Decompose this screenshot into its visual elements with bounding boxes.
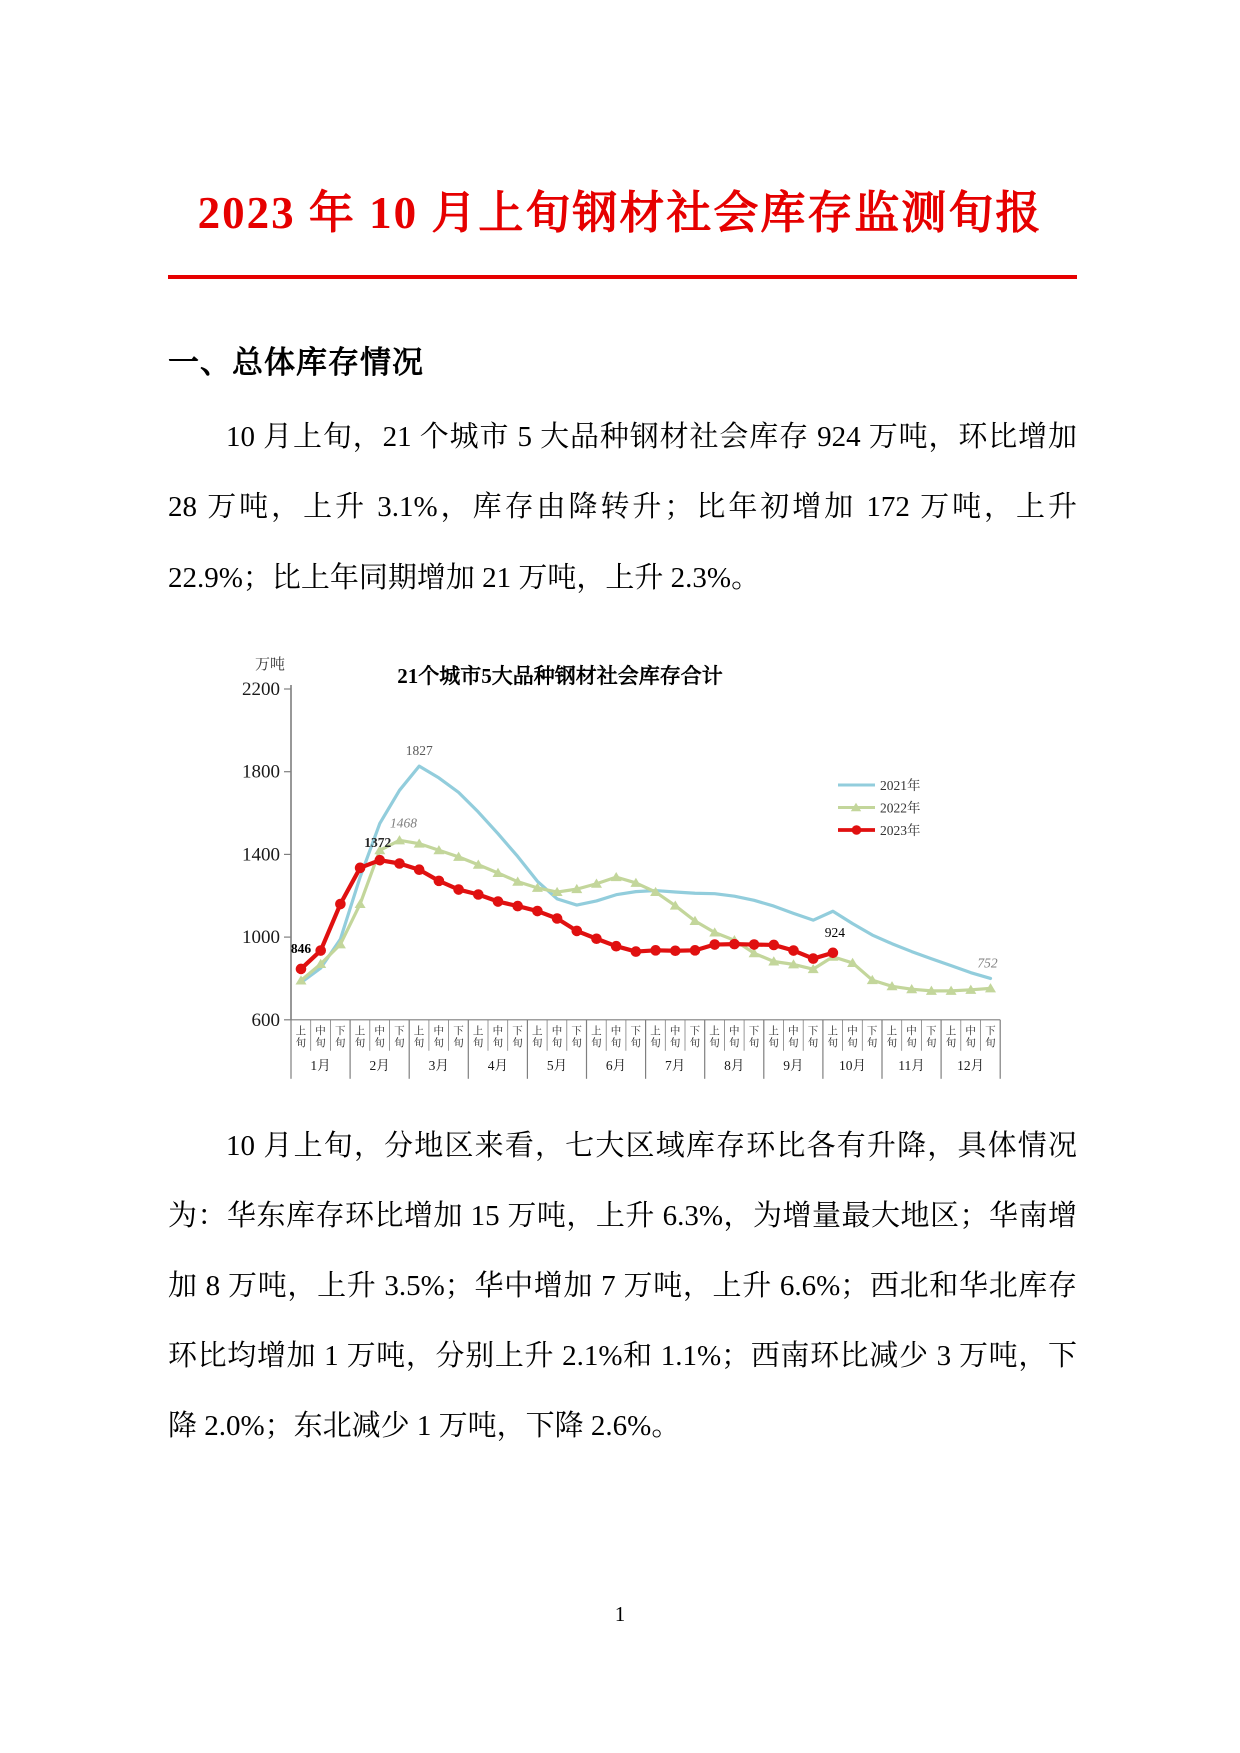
- period-label: 旬: [472, 1037, 484, 1049]
- inventory-chart-figure: [225, 639, 1037, 1091]
- period-label: 旬: [886, 1037, 898, 1049]
- legend-label: 2022年: [880, 800, 921, 816]
- period-label: 旬: [630, 1037, 641, 1049]
- circle-marker: [296, 963, 307, 974]
- period-label: 中: [551, 1025, 563, 1037]
- period-label: 下: [394, 1025, 405, 1037]
- period-label: 旬: [945, 1037, 957, 1049]
- circle-marker: [414, 864, 425, 875]
- period-label: 旬: [729, 1037, 740, 1049]
- circle-marker: [315, 945, 326, 956]
- paragraph-regional-inventory: 10 月上旬，分地区来看，七大区域库存环比各有升降，具体情况为：华东库存环比增加 15 万吨，上升 6.3%，为增量最大地区；华南增加 8 万吨，上升 3.5%；华中增加 7 万吨，上升 6.6%；西北和华北库存环比均增加 1 万吨，分别上升 2.1%和 1.1%；西南环比减少 3 万吨，下降 2.0%；东北减少 1 万吨，下降 2.6%。: [168, 1129, 1077, 1443]
- period-label: 中: [847, 1025, 858, 1037]
- period-label: 旬: [512, 1037, 523, 1049]
- period-label: 旬: [551, 1037, 563, 1049]
- period-label: 旬: [985, 1037, 996, 1049]
- period-label: 上: [709, 1025, 720, 1037]
- point-label: 1827: [405, 742, 433, 758]
- period-label: 下: [866, 1025, 878, 1037]
- period-label: 旬: [315, 1037, 326, 1049]
- period-label: 旬: [788, 1037, 799, 1049]
- period-label: 旬: [748, 1037, 760, 1049]
- month-label: 6月: [605, 1057, 627, 1073]
- period-label: 旬: [571, 1037, 582, 1049]
- period-label: 上: [472, 1025, 484, 1037]
- period-label: 旬: [374, 1037, 385, 1049]
- period-label: 中: [906, 1025, 917, 1037]
- period-label: 下: [571, 1025, 582, 1037]
- y-tick-label: 2200: [242, 678, 280, 700]
- period-label: 旬: [650, 1037, 661, 1049]
- document-title: 2023 年 10 月上旬钢材社会库存监测旬报: [197, 188, 1043, 238]
- legend-circle-marker: [852, 825, 862, 835]
- period-label: 旬: [669, 1037, 681, 1049]
- circle-marker: [552, 913, 563, 924]
- legend-label: 2023年: [880, 822, 921, 838]
- triangle-marker: [355, 899, 366, 908]
- period-label: 下: [512, 1025, 523, 1037]
- circle-marker: [493, 896, 504, 907]
- y-tick-label: 600: [251, 1009, 280, 1031]
- period-label: 旬: [827, 1037, 838, 1049]
- period-label: 旬: [768, 1037, 779, 1049]
- period-label: 上: [827, 1025, 838, 1037]
- period-label: 下: [630, 1025, 641, 1037]
- period-label: 上: [413, 1025, 425, 1037]
- month-label: 3月: [428, 1057, 449, 1073]
- circle-marker: [375, 855, 386, 866]
- period-label: 中: [492, 1025, 504, 1037]
- period-label: 中: [788, 1025, 799, 1037]
- period-label: 下: [985, 1025, 996, 1037]
- period-label: 上: [650, 1025, 661, 1037]
- month-label: 10月: [838, 1057, 866, 1073]
- month-label: 8月: [724, 1057, 745, 1073]
- period-label: 旬: [394, 1037, 405, 1049]
- period-label: 旬: [453, 1037, 464, 1049]
- period-label: 上: [886, 1025, 898, 1037]
- inventory-line-chart: [225, 639, 1037, 1091]
- period-label: 上: [354, 1025, 366, 1037]
- circle-marker: [828, 947, 839, 958]
- month-label: 1月: [310, 1057, 331, 1073]
- circle-marker: [631, 946, 642, 957]
- point-label: 752: [977, 955, 998, 971]
- point-label: 1468: [390, 815, 417, 831]
- month-label: 7月: [665, 1057, 686, 1073]
- period-label: 旬: [847, 1037, 858, 1049]
- point-label: 924: [824, 924, 846, 940]
- period-label: 上: [532, 1025, 543, 1037]
- period-label: 下: [926, 1025, 937, 1037]
- circle-marker: [670, 945, 681, 956]
- period-label: 中: [669, 1025, 681, 1037]
- period-label: 旬: [926, 1037, 937, 1049]
- period-label: 下: [807, 1025, 819, 1037]
- circle-marker: [729, 939, 740, 950]
- circle-marker: [788, 945, 799, 956]
- circle-marker: [355, 862, 366, 873]
- period-label: 旬: [492, 1037, 504, 1049]
- period-label: 旬: [965, 1037, 976, 1049]
- period-label: 旬: [591, 1037, 602, 1049]
- y-axis-unit: 万吨: [254, 656, 285, 673]
- circle-marker: [611, 941, 622, 952]
- period-label: 旬: [532, 1037, 543, 1049]
- period-label: 上: [295, 1025, 307, 1037]
- month-label: 9月: [783, 1057, 804, 1073]
- circle-marker: [473, 889, 484, 900]
- period-label: 中: [374, 1025, 385, 1037]
- triangle-marker: [611, 872, 622, 881]
- period-label: 旬: [610, 1037, 622, 1049]
- circle-marker: [532, 906, 543, 917]
- period-label: 旬: [413, 1037, 425, 1049]
- period-label: 旬: [906, 1037, 917, 1049]
- month-label: 11月: [898, 1057, 925, 1073]
- circle-marker: [749, 939, 760, 950]
- circle-marker: [512, 901, 523, 912]
- circle-marker: [335, 898, 346, 909]
- circle-marker: [690, 945, 701, 956]
- circle-marker: [808, 953, 819, 964]
- y-tick-label: 1000: [242, 926, 280, 948]
- page-number: 1: [614, 1602, 626, 1626]
- month-label: 12月: [957, 1057, 985, 1073]
- circle-marker: [650, 945, 661, 956]
- point-label: 1372: [364, 834, 392, 850]
- y-tick-label: 1800: [242, 761, 280, 783]
- chart-title: 21个城市5大品种钢材社会库存合计: [397, 663, 723, 688]
- circle-marker: [394, 858, 405, 869]
- month-label: 2月: [369, 1057, 390, 1073]
- period-label: 旬: [433, 1037, 444, 1049]
- circle-marker: [453, 884, 464, 895]
- legend-label: 2021年: [880, 777, 921, 793]
- month-label: 4月: [487, 1057, 508, 1073]
- period-label: 旬: [335, 1037, 346, 1049]
- y-tick-label: 1400: [242, 844, 280, 866]
- circle-marker: [769, 939, 780, 950]
- period-label: 中: [433, 1025, 444, 1037]
- period-label: 下: [689, 1025, 701, 1037]
- period-label: 中: [610, 1025, 622, 1037]
- period-label: 中: [729, 1025, 740, 1037]
- circle-marker: [434, 875, 445, 886]
- period-label: 上: [768, 1025, 779, 1037]
- period-label: 下: [748, 1025, 760, 1037]
- period-label: 旬: [689, 1037, 701, 1049]
- period-label: 旬: [807, 1037, 819, 1049]
- period-label: 下: [335, 1025, 346, 1037]
- period-label: 旬: [295, 1037, 307, 1049]
- period-label: 旬: [354, 1037, 366, 1049]
- period-label: 中: [965, 1025, 976, 1037]
- circle-marker: [572, 925, 583, 936]
- period-label: 下: [453, 1025, 464, 1037]
- period-label: 上: [945, 1025, 957, 1037]
- page-footer: [0, 1602, 1240, 1627]
- period-label: 上: [591, 1025, 602, 1037]
- period-label: 旬: [709, 1037, 720, 1049]
- title-underline: [168, 275, 1077, 279]
- period-label: 旬: [866, 1037, 878, 1049]
- month-label: 5月: [546, 1057, 568, 1073]
- section-heading: 一、总体库存情况: [168, 345, 424, 381]
- paragraph-overall-inventory: 10 月上旬，21 个城市 5 大品种钢材社会库存 924 万吨，环比增加 28 万吨，上升 3.1%，库存由降转升；比年初增加 172 万吨，上升 22.9%；比上年同期增加 21 万吨，上升 2.3%。: [168, 421, 1077, 594]
- circle-marker: [591, 933, 602, 944]
- period-label: 中: [315, 1025, 326, 1037]
- point-label: 846: [290, 940, 312, 956]
- circle-marker: [709, 939, 720, 950]
